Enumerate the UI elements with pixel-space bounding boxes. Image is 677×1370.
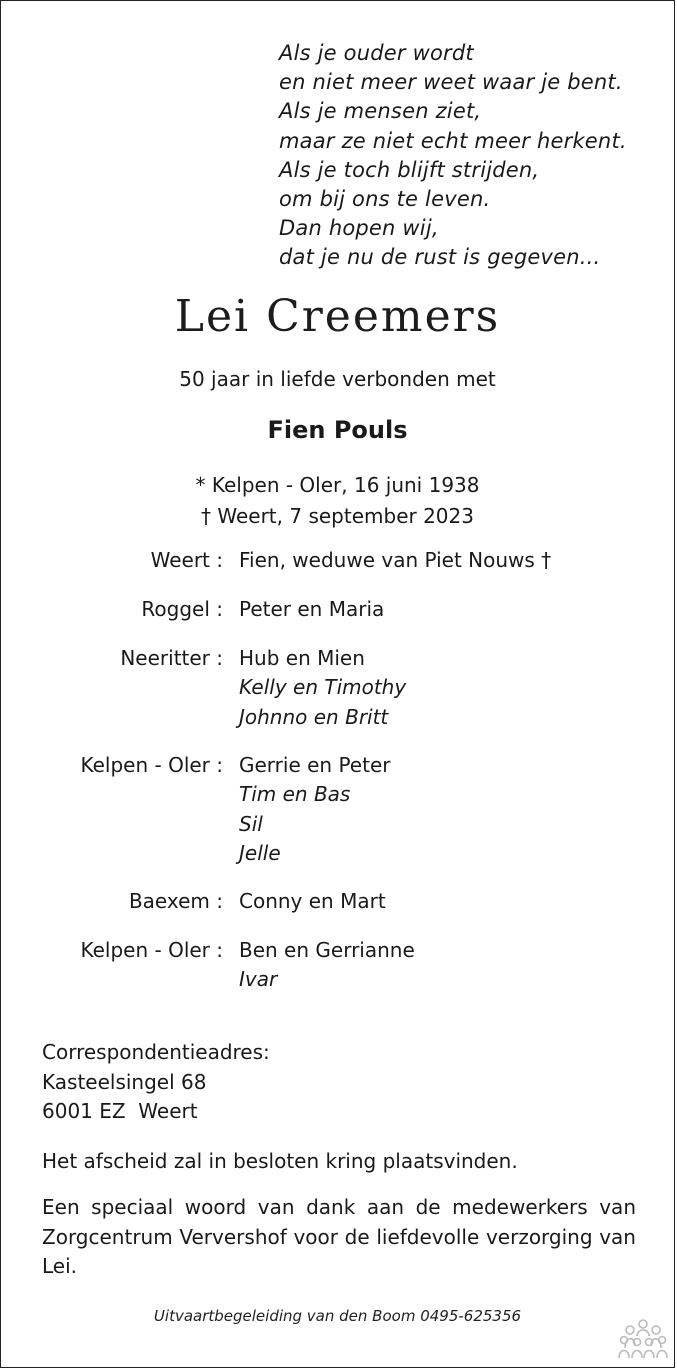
- together-text: 50 jaar in liefde verbonden met: [179, 367, 496, 391]
- poem-line: Als je ouder wordt: [279, 41, 474, 65]
- family-place: Kelpen - Oler :: [80, 938, 223, 962]
- family-place: Neeritter :: [120, 646, 223, 670]
- family-name: Gerrie en Peter: [239, 753, 391, 777]
- undertaker-credit: Uitvaartbegeleiding van den Boom 0495-625356: [153, 1307, 522, 1325]
- people-group-logo-icon: [618, 1318, 668, 1360]
- poem-line: om bij ons te leven.: [279, 187, 491, 212]
- farewell-text: Het afscheid zal in besloten kring plaatsvinden.: [42, 1149, 518, 1173]
- family-name: Fien, weduwe van Piet Nouws †: [239, 548, 552, 572]
- poem-line: dat je nu de rust is gegeven...: [279, 245, 601, 270]
- poem-line: Dan hopen wij,: [279, 216, 439, 241]
- family-names: [239, 546, 551, 575]
- family-place: Kelpen - Oler :: [80, 753, 223, 777]
- address-label: Correspondentieadres:: [42, 1040, 270, 1064]
- family-name: Hub en Mien: [239, 646, 365, 670]
- deceased-name: Lei Creemers: [174, 291, 501, 342]
- address-city: 6001 EZ Weert: [42, 1099, 198, 1123]
- family-subname: Tim en Bas: [239, 782, 351, 807]
- partner-name: Fien Pouls: [267, 416, 408, 444]
- family-names: [239, 644, 406, 732]
- family-names: [239, 751, 390, 868]
- family-subname: Kelly en Timothy: [239, 675, 407, 700]
- poem: [279, 39, 627, 273]
- family-subname: Ivar: [239, 967, 278, 992]
- life-dates: [1, 470, 674, 532]
- birth-line: * Kelpen - Oler, 16 juni 1938: [195, 473, 480, 497]
- death-line: † Weert, 7 september 2023: [201, 504, 474, 528]
- poem-line: maar ze niet echt meer herkent.: [279, 128, 627, 153]
- address-street: Kasteelsingel 68: [42, 1069, 207, 1094]
- poem-line: Als je mensen ziet,: [279, 99, 482, 124]
- family-subname: Jelle: [239, 840, 281, 865]
- family-place: Roggel :: [141, 597, 223, 621]
- family-name: Ben en Gerrianne: [239, 938, 415, 962]
- thanks-text: Een speciaal woord van dank aan de medewerkers van Zorgcentrum Ververshof voor de liefdevolle verzorging van Lei.: [42, 1195, 636, 1278]
- family-place: Weert :: [150, 548, 223, 572]
- family-names: [239, 887, 386, 916]
- family-names: [239, 595, 384, 624]
- correspondence-address: [42, 1038, 270, 1127]
- family-names: [239, 936, 415, 995]
- family-subname: Sil: [239, 811, 263, 836]
- poem-line: Als je toch blijft strijden,: [279, 157, 540, 182]
- poem-line: en niet meer weet waar je bent.: [279, 70, 623, 95]
- family-subname: Johnno en Britt: [239, 704, 389, 729]
- family-place: Baexem :: [128, 889, 223, 913]
- family-name: Peter en Maria: [239, 597, 385, 621]
- family-name: Conny en Mart: [239, 889, 386, 913]
